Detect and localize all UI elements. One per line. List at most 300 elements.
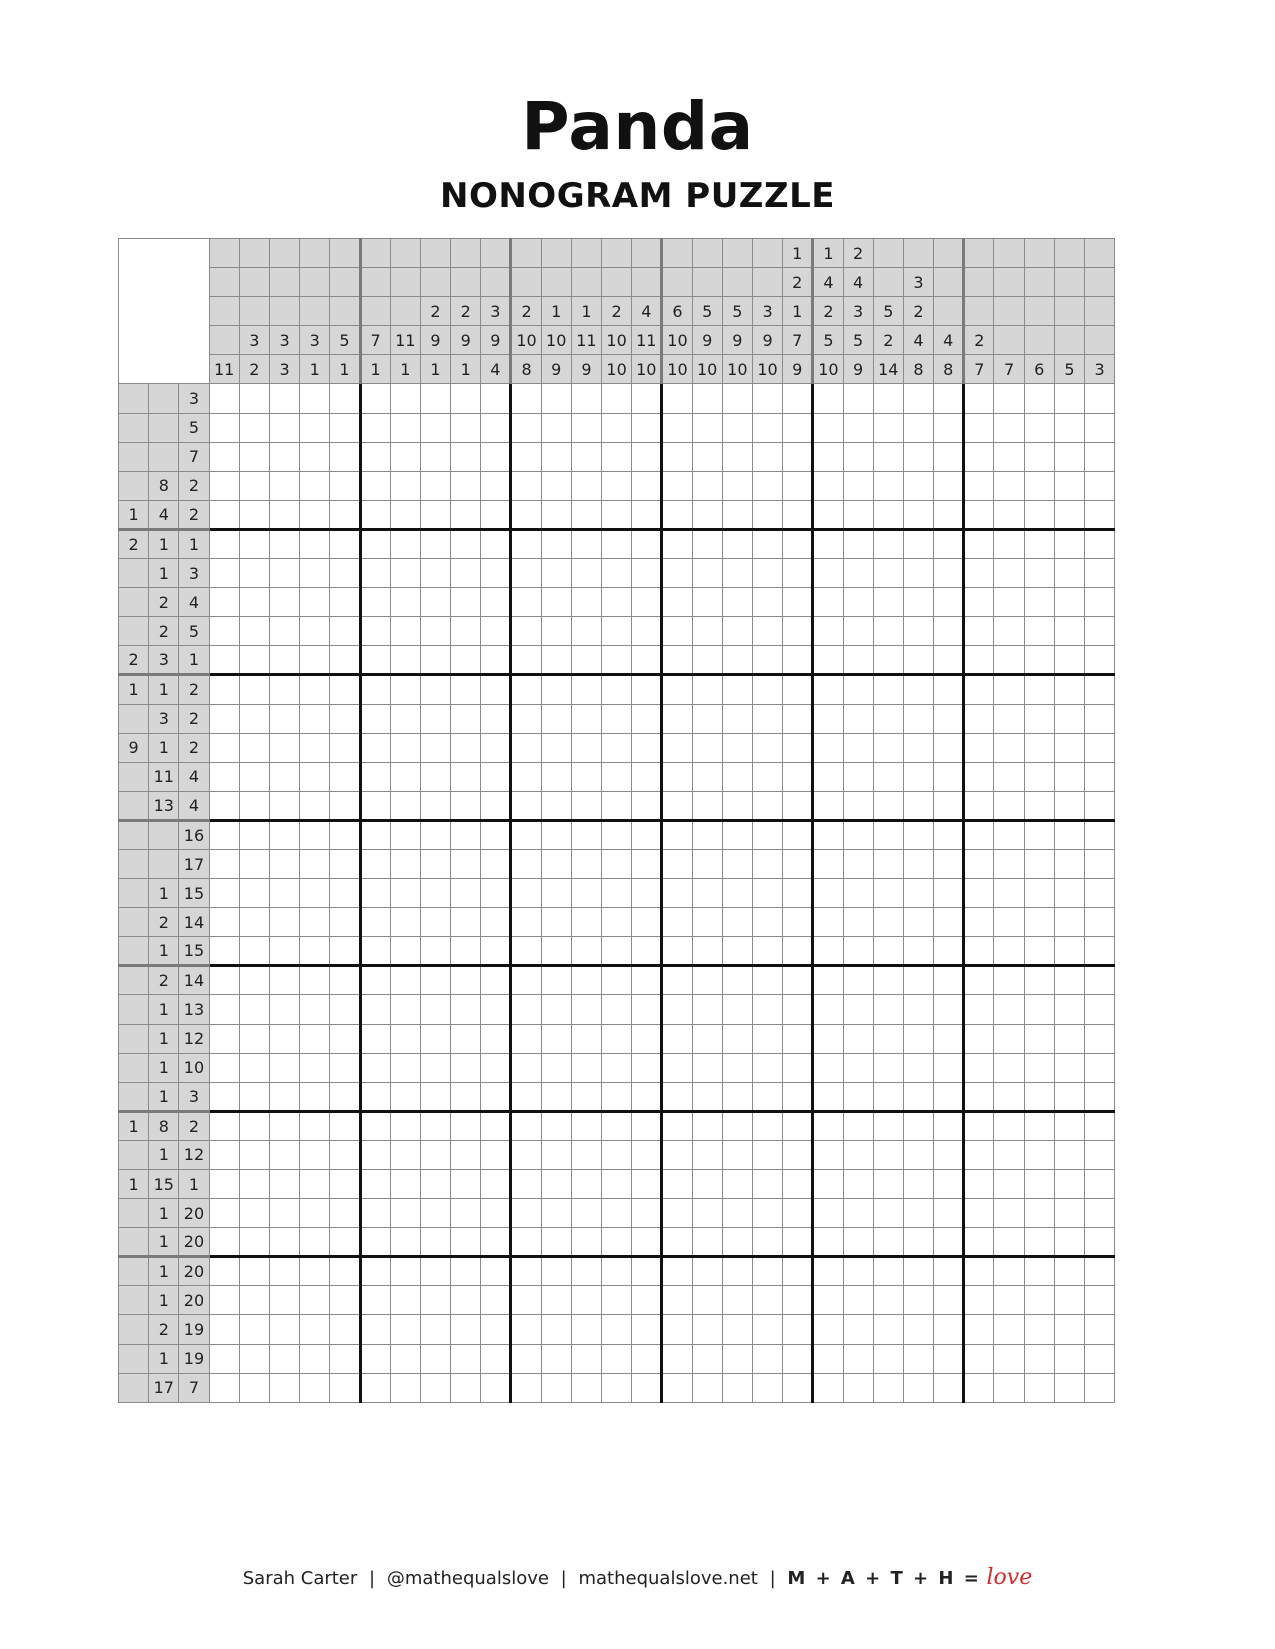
grid-cell[interactable] (964, 646, 994, 675)
grid-cell[interactable] (541, 1199, 571, 1228)
grid-cell[interactable] (783, 704, 813, 733)
grid-cell[interactable] (632, 1315, 662, 1344)
grid-cell[interactable] (903, 1286, 933, 1315)
grid-cell[interactable] (360, 966, 390, 995)
grid-cell[interactable] (541, 617, 571, 646)
grid-cell[interactable] (903, 471, 933, 500)
grid-cell[interactable] (934, 471, 964, 500)
grid-cell[interactable] (1024, 1140, 1054, 1169)
grid-cell[interactable] (632, 1024, 662, 1053)
grid-cell[interactable] (752, 791, 782, 820)
grid-cell[interactable] (239, 1344, 269, 1373)
grid-cell[interactable] (571, 471, 601, 500)
grid-cell[interactable] (964, 588, 994, 617)
grid-cell[interactable] (451, 1082, 481, 1111)
grid-cell[interactable] (632, 1140, 662, 1169)
grid-cell[interactable] (722, 1053, 752, 1082)
grid-cell[interactable] (602, 704, 632, 733)
grid-cell[interactable] (420, 675, 450, 704)
grid-cell[interactable] (571, 588, 601, 617)
grid-cell[interactable] (783, 1257, 813, 1286)
grid-cell[interactable] (420, 617, 450, 646)
grid-cell[interactable] (994, 937, 1024, 966)
grid-cell[interactable] (390, 1228, 420, 1257)
grid-cell[interactable] (873, 529, 903, 558)
grid-cell[interactable] (300, 1373, 330, 1402)
grid-cell[interactable] (511, 1315, 541, 1344)
grid-cell[interactable] (1085, 1199, 1115, 1228)
grid-cell[interactable] (964, 820, 994, 849)
grid-cell[interactable] (752, 1315, 782, 1344)
grid-cell[interactable] (964, 879, 994, 908)
grid-cell[interactable] (511, 879, 541, 908)
grid-cell[interactable] (722, 1315, 752, 1344)
grid-cell[interactable] (420, 1315, 450, 1344)
grid-cell[interactable] (602, 471, 632, 500)
grid-cell[interactable] (481, 879, 511, 908)
grid-cell[interactable] (239, 1286, 269, 1315)
grid-cell[interactable] (209, 1199, 239, 1228)
grid-cell[interactable] (330, 1286, 360, 1315)
grid-cell[interactable] (632, 588, 662, 617)
grid-cell[interactable] (752, 529, 782, 558)
grid-cell[interactable] (451, 1140, 481, 1169)
grid-cell[interactable] (903, 704, 933, 733)
grid-cell[interactable] (934, 908, 964, 937)
grid-cell[interactable] (602, 675, 632, 704)
grid-cell[interactable] (903, 384, 933, 413)
grid-cell[interactable] (903, 646, 933, 675)
grid-cell[interactable] (662, 471, 692, 500)
grid-cell[interactable] (420, 1140, 450, 1169)
grid-cell[interactable] (420, 879, 450, 908)
grid-cell[interactable] (360, 1111, 390, 1140)
grid-cell[interactable] (632, 617, 662, 646)
grid-cell[interactable] (964, 1199, 994, 1228)
grid-cell[interactable] (692, 908, 722, 937)
grid-cell[interactable] (662, 1199, 692, 1228)
grid-cell[interactable] (390, 675, 420, 704)
grid-cell[interactable] (662, 646, 692, 675)
grid-cell[interactable] (420, 1228, 450, 1257)
grid-cell[interactable] (632, 1257, 662, 1286)
grid-cell[interactable] (360, 791, 390, 820)
grid-cell[interactable] (360, 384, 390, 413)
grid-cell[interactable] (239, 966, 269, 995)
grid-cell[interactable] (1054, 849, 1084, 878)
grid-cell[interactable] (964, 1344, 994, 1373)
grid-cell[interactable] (1085, 1315, 1115, 1344)
grid-cell[interactable] (994, 995, 1024, 1024)
grid-cell[interactable] (300, 1111, 330, 1140)
grid-cell[interactable] (390, 413, 420, 442)
grid-cell[interactable] (420, 646, 450, 675)
grid-cell[interactable] (662, 1082, 692, 1111)
grid-cell[interactable] (692, 617, 722, 646)
grid-cell[interactable] (783, 1111, 813, 1140)
grid-cell[interactable] (722, 704, 752, 733)
grid-cell[interactable] (692, 1024, 722, 1053)
grid-cell[interactable] (420, 1257, 450, 1286)
grid-cell[interactable] (964, 471, 994, 500)
grid-cell[interactable] (843, 908, 873, 937)
grid-cell[interactable] (451, 413, 481, 442)
grid-cell[interactable] (662, 1140, 692, 1169)
grid-cell[interactable] (934, 733, 964, 762)
grid-cell[interactable] (541, 559, 571, 588)
grid-cell[interactable] (209, 442, 239, 471)
grid-cell[interactable] (1054, 559, 1084, 588)
grid-cell[interactable] (1054, 995, 1084, 1024)
grid-cell[interactable] (1054, 588, 1084, 617)
grid-cell[interactable] (903, 995, 933, 1024)
grid-cell[interactable] (571, 384, 601, 413)
grid-cell[interactable] (330, 1140, 360, 1169)
grid-cell[interactable] (481, 529, 511, 558)
grid-cell[interactable] (813, 849, 843, 878)
grid-cell[interactable] (541, 529, 571, 558)
grid-cell[interactable] (330, 646, 360, 675)
grid-cell[interactable] (994, 1053, 1024, 1082)
grid-cell[interactable] (571, 966, 601, 995)
grid-cell[interactable] (390, 1344, 420, 1373)
grid-cell[interactable] (843, 1199, 873, 1228)
grid-cell[interactable] (300, 966, 330, 995)
grid-cell[interactable] (269, 791, 299, 820)
grid-cell[interactable] (722, 1199, 752, 1228)
grid-cell[interactable] (783, 1344, 813, 1373)
grid-cell[interactable] (1054, 1024, 1084, 1053)
grid-cell[interactable] (511, 442, 541, 471)
grid-cell[interactable] (662, 675, 692, 704)
grid-cell[interactable] (632, 849, 662, 878)
grid-cell[interactable] (330, 733, 360, 762)
grid-cell[interactable] (541, 413, 571, 442)
grid-cell[interactable] (843, 471, 873, 500)
grid-cell[interactable] (420, 908, 450, 937)
grid-cell[interactable] (994, 675, 1024, 704)
grid-cell[interactable] (964, 995, 994, 1024)
grid-cell[interactable] (994, 1344, 1024, 1373)
grid-cell[interactable] (571, 1257, 601, 1286)
grid-cell[interactable] (511, 995, 541, 1024)
grid-cell[interactable] (903, 1082, 933, 1111)
grid-cell[interactable] (632, 704, 662, 733)
grid-cell[interactable] (511, 1257, 541, 1286)
grid-cell[interactable] (269, 1257, 299, 1286)
grid-cell[interactable] (451, 820, 481, 849)
grid-cell[interactable] (390, 442, 420, 471)
grid-cell[interactable] (511, 849, 541, 878)
grid-cell[interactable] (964, 675, 994, 704)
grid-cell[interactable] (1085, 529, 1115, 558)
grid-cell[interactable] (1054, 1053, 1084, 1082)
grid-cell[interactable] (390, 529, 420, 558)
grid-cell[interactable] (420, 1170, 450, 1199)
grid-cell[interactable] (662, 1373, 692, 1402)
grid-cell[interactable] (1054, 646, 1084, 675)
grid-cell[interactable] (511, 704, 541, 733)
grid-cell[interactable] (571, 500, 601, 529)
grid-cell[interactable] (964, 791, 994, 820)
grid-cell[interactable] (269, 879, 299, 908)
grid-cell[interactable] (632, 500, 662, 529)
grid-cell[interactable] (692, 762, 722, 791)
grid-cell[interactable] (873, 966, 903, 995)
grid-cell[interactable] (300, 471, 330, 500)
grid-cell[interactable] (632, 675, 662, 704)
grid-cell[interactable] (752, 879, 782, 908)
grid-cell[interactable] (360, 879, 390, 908)
grid-cell[interactable] (873, 1199, 903, 1228)
grid-cell[interactable] (662, 733, 692, 762)
grid-cell[interactable] (843, 704, 873, 733)
grid-cell[interactable] (1054, 733, 1084, 762)
grid-cell[interactable] (934, 1315, 964, 1344)
grid-cell[interactable] (451, 1111, 481, 1140)
grid-cell[interactable] (813, 617, 843, 646)
grid-cell[interactable] (300, 762, 330, 791)
grid-cell[interactable] (481, 1257, 511, 1286)
grid-cell[interactable] (783, 1140, 813, 1169)
grid-cell[interactable] (420, 791, 450, 820)
grid-cell[interactable] (481, 1228, 511, 1257)
grid-cell[interactable] (481, 995, 511, 1024)
grid-cell[interactable] (994, 849, 1024, 878)
grid-cell[interactable] (330, 1024, 360, 1053)
grid-cell[interactable] (752, 762, 782, 791)
grid-cell[interactable] (451, 500, 481, 529)
grid-cell[interactable] (420, 849, 450, 878)
grid-cell[interactable] (481, 1344, 511, 1373)
grid-cell[interactable] (722, 646, 752, 675)
grid-cell[interactable] (451, 675, 481, 704)
grid-cell[interactable] (934, 675, 964, 704)
grid-cell[interactable] (843, 1111, 873, 1140)
grid-cell[interactable] (420, 1344, 450, 1373)
grid-cell[interactable] (602, 966, 632, 995)
grid-cell[interactable] (813, 1344, 843, 1373)
grid-cell[interactable] (330, 791, 360, 820)
grid-cell[interactable] (1054, 1373, 1084, 1402)
grid-cell[interactable] (813, 384, 843, 413)
grid-cell[interactable] (632, 1228, 662, 1257)
grid-cell[interactable] (843, 442, 873, 471)
grid-cell[interactable] (541, 733, 571, 762)
grid-cell[interactable] (209, 471, 239, 500)
grid-cell[interactable] (662, 762, 692, 791)
grid-cell[interactable] (541, 1315, 571, 1344)
grid-cell[interactable] (662, 1053, 692, 1082)
grid-cell[interactable] (934, 1228, 964, 1257)
grid-cell[interactable] (752, 442, 782, 471)
grid-cell[interactable] (722, 1257, 752, 1286)
grid-cell[interactable] (692, 500, 722, 529)
grid-cell[interactable] (1024, 1286, 1054, 1315)
grid-cell[interactable] (692, 1228, 722, 1257)
grid-cell[interactable] (571, 529, 601, 558)
grid-cell[interactable] (451, 1344, 481, 1373)
grid-cell[interactable] (964, 1053, 994, 1082)
grid-cell[interactable] (511, 937, 541, 966)
grid-cell[interactable] (420, 995, 450, 1024)
grid-cell[interactable] (360, 704, 390, 733)
grid-cell[interactable] (481, 1199, 511, 1228)
grid-cell[interactable] (269, 559, 299, 588)
grid-cell[interactable] (813, 1373, 843, 1402)
grid-cell[interactable] (269, 1024, 299, 1053)
grid-cell[interactable] (1024, 588, 1054, 617)
grid-cell[interactable] (239, 1053, 269, 1082)
grid-cell[interactable] (632, 413, 662, 442)
grid-cell[interactable] (451, 1257, 481, 1286)
grid-cell[interactable] (813, 1199, 843, 1228)
grid-cell[interactable] (1085, 471, 1115, 500)
grid-cell[interactable] (843, 966, 873, 995)
grid-cell[interactable] (239, 559, 269, 588)
grid-cell[interactable] (390, 646, 420, 675)
grid-cell[interactable] (481, 442, 511, 471)
grid-cell[interactable] (330, 529, 360, 558)
grid-cell[interactable] (360, 1228, 390, 1257)
grid-cell[interactable] (451, 879, 481, 908)
grid-cell[interactable] (360, 413, 390, 442)
grid-cell[interactable] (330, 1170, 360, 1199)
grid-cell[interactable] (903, 559, 933, 588)
grid-cell[interactable] (662, 1344, 692, 1373)
grid-cell[interactable] (843, 384, 873, 413)
grid-cell[interactable] (571, 791, 601, 820)
grid-cell[interactable] (571, 937, 601, 966)
grid-cell[interactable] (1085, 1373, 1115, 1402)
grid-cell[interactable] (541, 588, 571, 617)
grid-cell[interactable] (330, 1082, 360, 1111)
grid-cell[interactable] (602, 413, 632, 442)
grid-cell[interactable] (903, 413, 933, 442)
grid-cell[interactable] (1085, 1082, 1115, 1111)
grid-cell[interactable] (752, 1373, 782, 1402)
grid-cell[interactable] (602, 1199, 632, 1228)
grid-cell[interactable] (269, 1111, 299, 1140)
grid-cell[interactable] (1085, 879, 1115, 908)
grid-cell[interactable] (934, 413, 964, 442)
grid-cell[interactable] (964, 384, 994, 413)
grid-cell[interactable] (571, 559, 601, 588)
grid-cell[interactable] (269, 442, 299, 471)
grid-cell[interactable] (903, 966, 933, 995)
grid-cell[interactable] (873, 500, 903, 529)
grid-cell[interactable] (964, 1315, 994, 1344)
grid-cell[interactable] (994, 733, 1024, 762)
grid-cell[interactable] (662, 908, 692, 937)
grid-cell[interactable] (420, 704, 450, 733)
grid-cell[interactable] (209, 762, 239, 791)
grid-cell[interactable] (511, 646, 541, 675)
grid-cell[interactable] (239, 733, 269, 762)
grid-cell[interactable] (903, 908, 933, 937)
grid-cell[interactable] (964, 1111, 994, 1140)
grid-cell[interactable] (239, 471, 269, 500)
grid-cell[interactable] (420, 1024, 450, 1053)
grid-cell[interactable] (481, 1373, 511, 1402)
grid-cell[interactable] (722, 500, 752, 529)
grid-cell[interactable] (360, 1373, 390, 1402)
grid-cell[interactable] (511, 1024, 541, 1053)
grid-cell[interactable] (934, 791, 964, 820)
grid-cell[interactable] (239, 529, 269, 558)
grid-cell[interactable] (1054, 617, 1084, 646)
grid-cell[interactable] (481, 1053, 511, 1082)
grid-cell[interactable] (571, 733, 601, 762)
grid-cell[interactable] (360, 995, 390, 1024)
grid-cell[interactable] (843, 1170, 873, 1199)
grid-cell[interactable] (692, 1257, 722, 1286)
grid-cell[interactable] (451, 995, 481, 1024)
grid-cell[interactable] (934, 500, 964, 529)
grid-cell[interactable] (1085, 384, 1115, 413)
grid-cell[interactable] (662, 937, 692, 966)
grid-cell[interactable] (1024, 1228, 1054, 1257)
grid-cell[interactable] (903, 849, 933, 878)
grid-cell[interactable] (632, 471, 662, 500)
grid-cell[interactable] (843, 879, 873, 908)
grid-cell[interactable] (239, 675, 269, 704)
grid-cell[interactable] (964, 413, 994, 442)
grid-cell[interactable] (813, 588, 843, 617)
grid-cell[interactable] (1024, 617, 1054, 646)
grid-cell[interactable] (632, 1170, 662, 1199)
grid-cell[interactable] (269, 966, 299, 995)
grid-cell[interactable] (934, 966, 964, 995)
grid-cell[interactable] (269, 384, 299, 413)
grid-cell[interactable] (994, 1111, 1024, 1140)
grid-cell[interactable] (994, 762, 1024, 791)
grid-cell[interactable] (420, 500, 450, 529)
grid-cell[interactable] (662, 704, 692, 733)
grid-cell[interactable] (692, 733, 722, 762)
grid-cell[interactable] (420, 966, 450, 995)
grid-cell[interactable] (420, 413, 450, 442)
grid-cell[interactable] (752, 937, 782, 966)
grid-cell[interactable] (722, 529, 752, 558)
grid-cell[interactable] (752, 500, 782, 529)
grid-cell[interactable] (390, 1199, 420, 1228)
grid-cell[interactable] (1024, 1082, 1054, 1111)
grid-cell[interactable] (420, 1373, 450, 1402)
grid-cell[interactable] (451, 966, 481, 995)
grid-cell[interactable] (752, 1140, 782, 1169)
grid-cell[interactable] (330, 617, 360, 646)
grid-cell[interactable] (541, 1024, 571, 1053)
grid-cell[interactable] (511, 529, 541, 558)
grid-cell[interactable] (209, 529, 239, 558)
grid-cell[interactable] (994, 646, 1024, 675)
grid-cell[interactable] (1085, 1170, 1115, 1199)
grid-cell[interactable] (722, 617, 752, 646)
grid-cell[interactable] (662, 791, 692, 820)
grid-cell[interactable] (481, 1315, 511, 1344)
grid-cell[interactable] (571, 1228, 601, 1257)
grid-cell[interactable] (632, 1344, 662, 1373)
grid-cell[interactable] (451, 1373, 481, 1402)
grid-cell[interactable] (843, 733, 873, 762)
grid-cell[interactable] (692, 1344, 722, 1373)
grid-cell[interactable] (964, 1140, 994, 1169)
grid-cell[interactable] (239, 704, 269, 733)
grid-cell[interactable] (722, 1024, 752, 1053)
grid-cell[interactable] (1054, 529, 1084, 558)
grid-cell[interactable] (360, 1024, 390, 1053)
